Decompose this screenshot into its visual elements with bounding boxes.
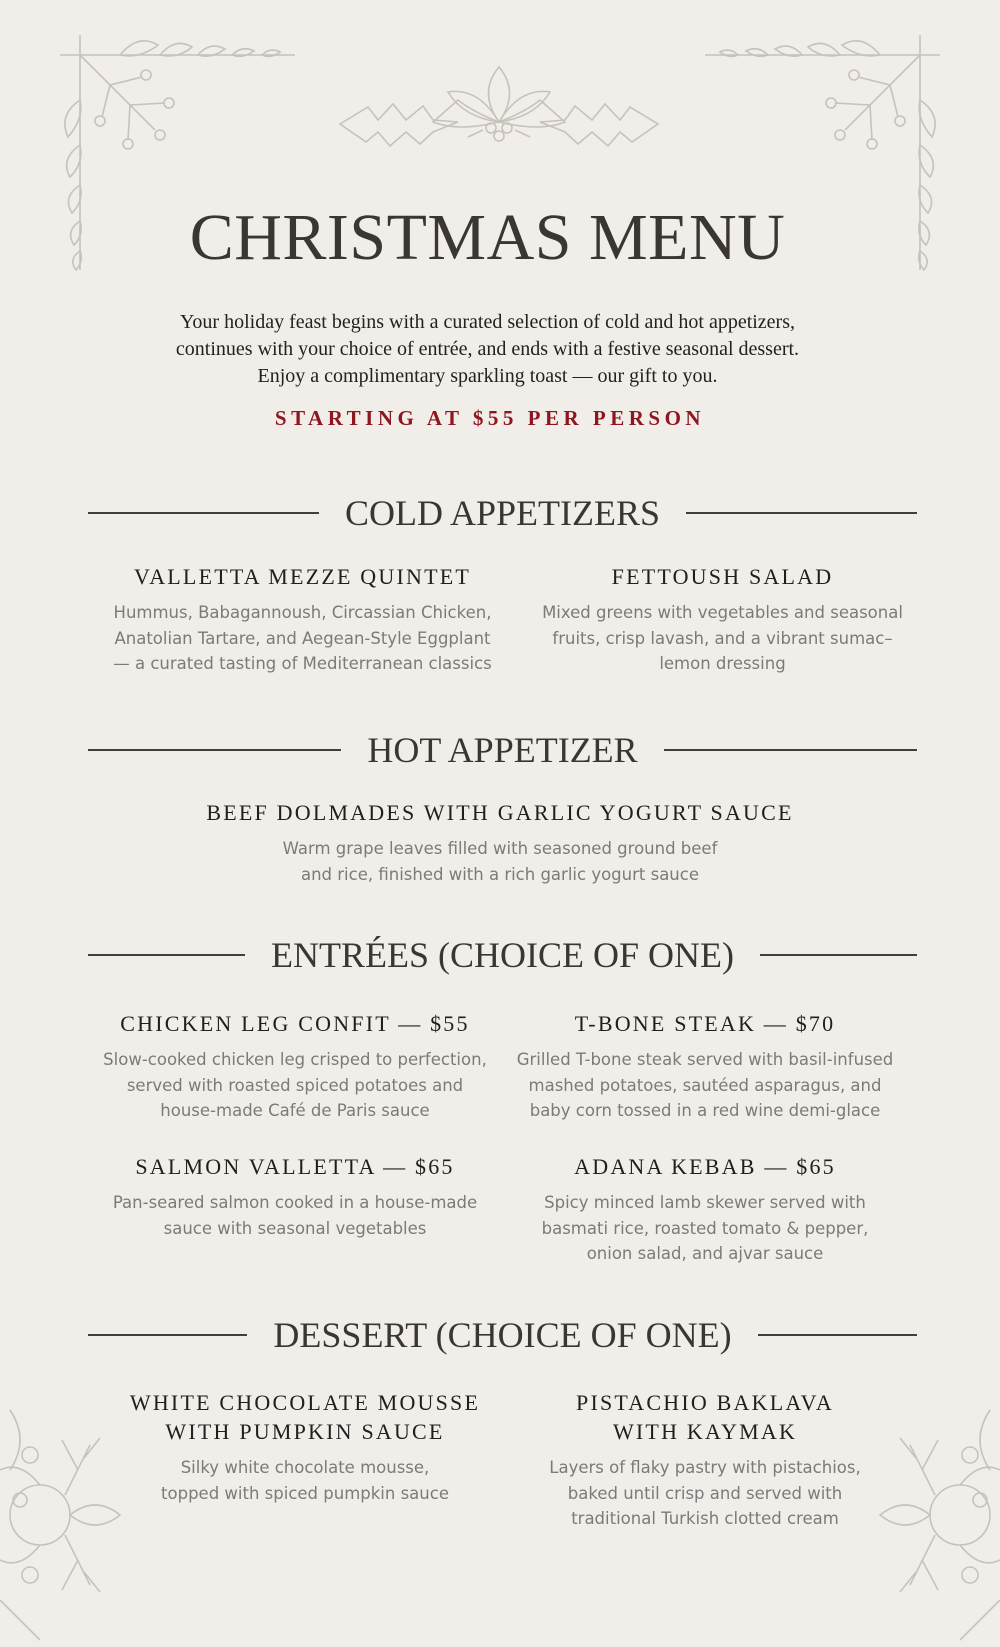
section-heading-hot-appetizer	[88, 729, 917, 771]
desc-line: Silky white chocolate mousse,	[180, 1458, 430, 1477]
desc-line: Grilled T-bone steak served with basil-infused	[516, 1050, 894, 1069]
desc-line: Mixed greens with vegetables and seasonal	[542, 603, 903, 622]
divider-line	[760, 954, 917, 956]
intro-line: Enjoy a complimentary sparkling toast — our gift to you.	[257, 365, 718, 387]
intro-line: Your holiday feast begins with a curated selection of cold and hot appetizers,	[179, 311, 796, 333]
menu-intro	[140, 309, 835, 390]
item-name: WITH KAYMAK	[612, 1419, 798, 1444]
item-description	[95, 1455, 515, 1506]
desc-line: baked until crisp and served with	[567, 1483, 843, 1503]
item-name: SALMON VALLETTA — $65	[135, 1154, 455, 1179]
divider-line	[686, 512, 917, 514]
intro-line: continues with your choice of entrée, and ends with a festive seasonal dessert.	[175, 338, 800, 360]
section-heading-entrees	[88, 934, 917, 976]
item-name: WHITE CHOCOLATE MOUSSE	[129, 1390, 481, 1415]
desc-line: onion salad, and ajvar sauce	[586, 1244, 824, 1263]
desc-line: — a curated tasting of Mediterranean classics	[113, 654, 492, 673]
item-name: BEEF DOLMADES WITH GARLIC YOGURT SAUCE	[206, 800, 794, 825]
menu-item-beef-dolmades	[150, 798, 850, 887]
divider-line	[88, 954, 245, 956]
item-description	[505, 1190, 905, 1267]
item-name: VALLETTA MEZZE QUINTET	[133, 564, 472, 589]
divider-line	[88, 512, 319, 514]
desc-line: fruits, crisp lavash, and a vibrant sumac–	[552, 628, 893, 648]
divider-line	[88, 749, 341, 751]
desc-line: basmati rice, roasted tomato & pepper,	[541, 1218, 869, 1238]
item-name: PISTACHIO BAKLAVA	[576, 1390, 834, 1415]
menu-title: CHRISTMAS MENU	[189, 201, 786, 274]
item-description	[85, 1047, 505, 1124]
item-description	[150, 836, 850, 887]
desc-line: topped with spiced pumpkin sauce	[161, 1483, 449, 1503]
holly-leaves-top-ornament	[338, 62, 660, 158]
menu-item-chicken-leg-confit	[85, 1009, 505, 1124]
desc-line: baby corn tossed in a red wine demi-glace	[529, 1101, 881, 1120]
desc-line: served with roasted spiced potatoes and	[126, 1075, 464, 1095]
item-description	[505, 1047, 905, 1124]
item-name: WITH PUMPKIN SAUCE	[165, 1419, 445, 1444]
section-title: DESSERT (CHOICE OF ONE)	[273, 1315, 732, 1355]
divider-line	[758, 1334, 917, 1336]
section-title: HOT APPETIZER	[367, 730, 638, 770]
desc-line: sauce with seasonal vegetables	[163, 1218, 427, 1238]
desc-line: Spicy minced lamb skewer served with	[544, 1193, 866, 1212]
menu-item-salmon-valletta	[85, 1152, 505, 1241]
desc-line: Layers of flaky pastry with pistachios,	[549, 1458, 861, 1477]
item-name: FETTOUSH SALAD	[611, 564, 834, 589]
menu-item-adana-kebab	[505, 1152, 905, 1267]
desc-line: house-made Café de Paris sauce	[160, 1101, 430, 1120]
item-description	[505, 1455, 905, 1532]
menu-item-white-chocolate-mousse	[95, 1388, 515, 1506]
menu-item-pistachio-baklava	[505, 1388, 905, 1532]
menu-item-valletta-mezze-quintet	[90, 562, 515, 677]
menu-item-t-bone-steak	[505, 1009, 905, 1124]
desc-line: Slow-cooked chicken leg crisped to perfection,	[103, 1050, 487, 1069]
item-description	[85, 1190, 505, 1241]
divider-line	[664, 749, 917, 751]
divider-line	[88, 1334, 247, 1336]
menu-item-fettoush-salad	[520, 562, 925, 677]
desc-line: mashed potatoes, sautéed asparagus, and	[528, 1075, 882, 1095]
item-description	[90, 600, 515, 677]
item-name: T-BONE STEAK — $70	[574, 1011, 836, 1036]
section-heading-dessert	[88, 1314, 917, 1356]
item-description	[520, 600, 925, 677]
desc-line: Hummus, Babagannoush, Circassian Chicken,	[113, 603, 492, 622]
desc-line: Warm grape leaves filled with seasoned ground beef	[282, 839, 718, 858]
starting-price: STARTING AT $55 PER PERSON	[274, 406, 706, 430]
item-name: ADANA KEBAB — $65	[574, 1154, 836, 1179]
desc-line: Pan-seared salmon cooked in a house-made	[112, 1193, 478, 1212]
section-heading-cold-appetizers	[88, 492, 917, 534]
section-title: COLD APPETIZERS	[344, 493, 661, 533]
desc-line: Anatolian Tartare, and Aegean-Style Eggplant	[114, 628, 491, 648]
desc-line: traditional Turkish clotted cream	[571, 1509, 839, 1528]
desc-line: and rice, finished with a rich garlic yogurt sauce	[300, 864, 699, 884]
section-title: ENTRÉES (CHOICE OF ONE)	[271, 935, 734, 975]
desc-line: lemon dressing	[659, 654, 786, 673]
item-name: CHICKEN LEG CONFIT — $55	[120, 1011, 470, 1036]
